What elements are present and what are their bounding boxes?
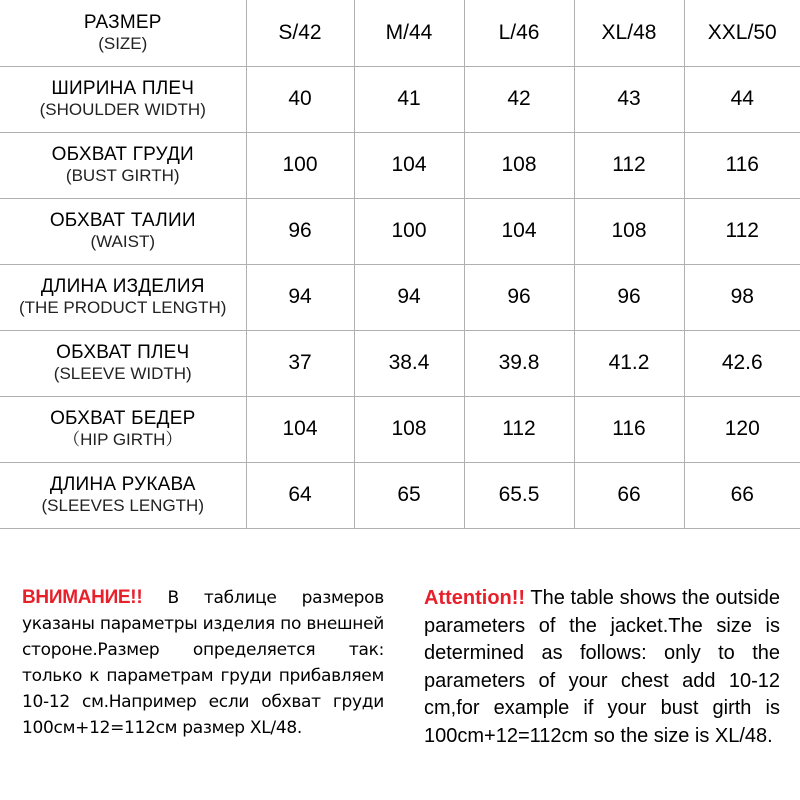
value-cell [246, 330, 354, 396]
measurement-value: 108 [501, 153, 537, 176]
value-cell [464, 396, 574, 462]
row-label-en: (BUST GIRTH) [65, 166, 180, 185]
measurement-value: 96 [507, 285, 531, 308]
measurement-value: 112 [725, 219, 759, 242]
measurement-value: 39.8 [498, 351, 540, 374]
measurement-value: 112 [612, 153, 646, 176]
header-label-ru: РАЗМЕР [83, 11, 162, 33]
value-cell [684, 330, 800, 396]
table-row [0, 66, 800, 132]
value-cell [246, 396, 354, 462]
value-cell [684, 396, 800, 462]
measurement-value: 104 [391, 153, 427, 176]
row-label-en: (SHOULDER WIDTH) [39, 100, 206, 119]
value-cell [246, 264, 354, 330]
size-header-cell [574, 0, 684, 66]
measurement-value: 96 [288, 219, 312, 242]
size-label: S/42 [278, 20, 322, 44]
value-cell [464, 462, 574, 528]
value-cell [246, 66, 354, 132]
value-cell [574, 132, 684, 198]
value-cell [246, 198, 354, 264]
measurement-value: 112 [502, 417, 536, 440]
size-header-cell [684, 0, 800, 66]
measurement-value: 41.2 [608, 351, 650, 374]
row-label-ru: ОБХВАТ ПЛЕЧ [56, 342, 190, 363]
measurement-value: 120 [724, 417, 760, 440]
value-cell [684, 264, 800, 330]
note-en [424, 585, 780, 750]
table-row [0, 462, 800, 528]
measurement-value: 104 [501, 219, 537, 242]
value-cell [574, 396, 684, 462]
measurement-value: 64 [288, 483, 312, 506]
note-text-ru: В таблице размеров указаны параметры изделия по внешней стороне.Размер определяется так: только к параметрам груди прибавляем 10-12 см.Например если обхват груди 100см+12=112см размер XL/48. [22, 588, 384, 738]
measurement-value: 42 [507, 87, 531, 110]
row-label-en: (THE PRODUCT LENGTH) [19, 298, 227, 317]
row-label-cell [0, 264, 246, 330]
row-label-ru: ОБХВАТ ТАЛИИ [49, 210, 196, 231]
measurement-value: 108 [391, 417, 427, 440]
value-cell [354, 66, 464, 132]
row-label-ru: ДЛИНА ИЗДЕЛИЯ [40, 276, 205, 297]
value-cell [354, 396, 464, 462]
measurement-value: 100 [391, 219, 427, 242]
size-header-cell [354, 0, 464, 66]
size-header-cell [246, 0, 354, 66]
row-label-cell [0, 462, 246, 528]
value-cell [574, 264, 684, 330]
measurement-value: 96 [617, 285, 641, 308]
alert-label-ru: ВНИМАНИЕ!! [22, 587, 143, 608]
value-cell [464, 66, 574, 132]
measurement-value: 66 [730, 483, 754, 506]
measurement-value: 104 [282, 417, 318, 440]
value-cell [574, 330, 684, 396]
row-label-cell [0, 132, 246, 198]
table-row [0, 330, 800, 396]
row-label-en: (SLEEVE WIDTH) [53, 364, 192, 383]
row-label-cell [0, 198, 246, 264]
note-ru [22, 585, 384, 741]
measurement-value: 116 [725, 153, 759, 176]
row-label-ru: ДЛИНА РУКАВА [49, 474, 196, 495]
value-cell [464, 264, 574, 330]
size-label: M/44 [385, 20, 433, 44]
value-cell [684, 66, 800, 132]
table-row [0, 198, 800, 264]
value-cell [354, 198, 464, 264]
row-label-en: (SLEEVES LENGTH) [41, 496, 204, 515]
value-cell [354, 462, 464, 528]
measurement-value: 42.6 [721, 351, 763, 374]
row-label-cell [0, 396, 246, 462]
value-cell [354, 264, 464, 330]
size-label: L/46 [498, 20, 540, 44]
value-cell [354, 330, 464, 396]
measurement-value: 100 [282, 153, 318, 176]
row-label-ru: ОБХВАТ БЕДЕР [50, 408, 196, 429]
header-label-cell [0, 0, 246, 66]
value-cell [684, 462, 800, 528]
measurement-value: 44 [730, 87, 754, 110]
measurement-value: 43 [617, 87, 641, 110]
value-cell [574, 462, 684, 528]
measurement-value: 94 [288, 285, 312, 308]
row-label-ru: ШИРИНА ПЛЕЧ [51, 78, 195, 99]
table-row [0, 396, 800, 462]
measurement-value: 98 [730, 285, 754, 308]
row-label-en: （HIP GIRTH） [63, 430, 183, 449]
measurement-value: 94 [397, 285, 421, 308]
measurement-value: 37 [288, 351, 312, 374]
header-row [0, 0, 800, 66]
row-label-ru: ОБХВАТ ГРУДИ [51, 144, 194, 165]
measurement-value: 41 [397, 87, 421, 110]
value-cell [464, 198, 574, 264]
value-cell [574, 66, 684, 132]
value-cell [464, 132, 574, 198]
value-cell [574, 198, 684, 264]
row-label-cell [0, 66, 246, 132]
row-label-cell [0, 330, 246, 396]
table-row [0, 132, 800, 198]
size-label: XXL/50 [707, 20, 777, 44]
measurement-value: 40 [288, 87, 312, 110]
measurement-value: 66 [617, 483, 641, 506]
measurement-value: 108 [611, 219, 647, 242]
value-cell [246, 132, 354, 198]
value-cell [354, 132, 464, 198]
alert-label-en: Attention!! [424, 587, 526, 609]
value-cell [246, 462, 354, 528]
note-text-en: The table shows the outside parameters of the jacket.The size is determined as follows: only to the parameters of your chest add 10-12 cm,for example if your bust girth is 100cm+12=112cm so the size is XL/48. [424, 587, 780, 747]
value-cell [684, 132, 800, 198]
table-row [0, 264, 800, 330]
row-label-en: (WAIST) [90, 232, 156, 251]
measurement-value: 65 [397, 483, 421, 506]
measurement-value: 116 [612, 417, 646, 440]
value-cell [684, 198, 800, 264]
measurement-value: 38.4 [388, 351, 430, 374]
header-label-en: (SIZE) [98, 33, 148, 53]
measurement-value: 65.5 [498, 483, 540, 506]
size-header-cell [464, 0, 574, 66]
size-label: XL/48 [601, 20, 657, 44]
value-cell [464, 330, 574, 396]
